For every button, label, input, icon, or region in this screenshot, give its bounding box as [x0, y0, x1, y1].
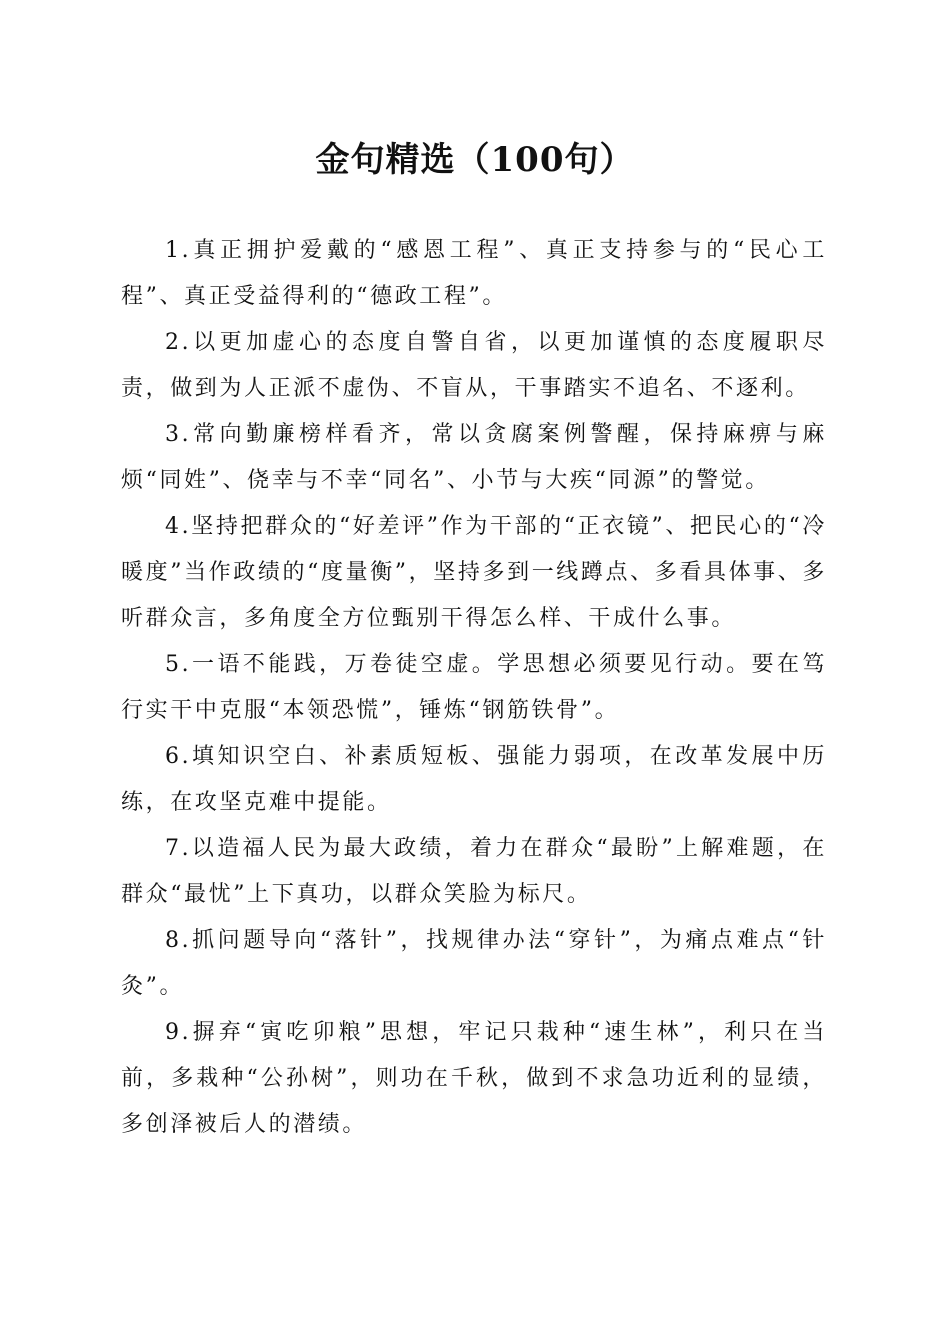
paragraph-3: 3.常向勤廉榜样看齐，常以贪腐案例警醒，保持麻痹与麻烦“同姓”、侥幸与不幸“同名”、小节与大疾“同源”的警觉。: [121, 422, 827, 493]
paragraph-1: 1.真正拥护爱戴的“感恩工程”、真正支持参与的“民心工程”、真正受益得利的“德政工程”。: [121, 238, 827, 309]
document-title: 金句精选（100句）: [315, 140, 635, 180]
paragraph-9: 9.摒弃“寅吃卯粮”思想，牢记只栽种“速生林”，利只在当前，多栽种“公孙树”，则功在千秋，做到不求急功近利的显绩，多创泽被后人的潜绩。: [121, 1020, 827, 1137]
paragraph-6: 6.填知识空白、补素质短板、强能力弱项，在改革发展中历练，在攻坚克难中提能。: [121, 744, 827, 815]
paragraph-4: 4.坚持把群众的“好差评”作为干部的“正衣镜”、把民心的“冷暖度”当作政绩的“度量衡”，坚持多到一线蹲点、多看具体事、多听群众言，多角度全方位甄别干得怎么样、干成什么事。: [121, 514, 827, 631]
paragraph-7: 7.以造福人民为最大政绩，着力在群众“最盼”上解难题，在群众“最忧”上下真功，以群众笑脸为标尺。: [121, 836, 827, 907]
document-body: [121, 228, 827, 1148]
paragraph-8: 8.抓问题导向“落针”，找规律办法“穿针”，为痛点难点“针灸”。: [121, 928, 827, 999]
paragraph-5: 5.一语不能践，万卷徒空虚。学思想必须要见行动。要在笃行实干中克服“本领恐慌”，锤炼“钢筋铁骨”。: [121, 652, 827, 723]
paragraph-2: 2.以更加虚心的态度自警自省，以更加谨慎的态度履职尽责，做到为人正派不虚伪、不盲从，干事踏实不追名、不逐利。: [121, 330, 827, 401]
